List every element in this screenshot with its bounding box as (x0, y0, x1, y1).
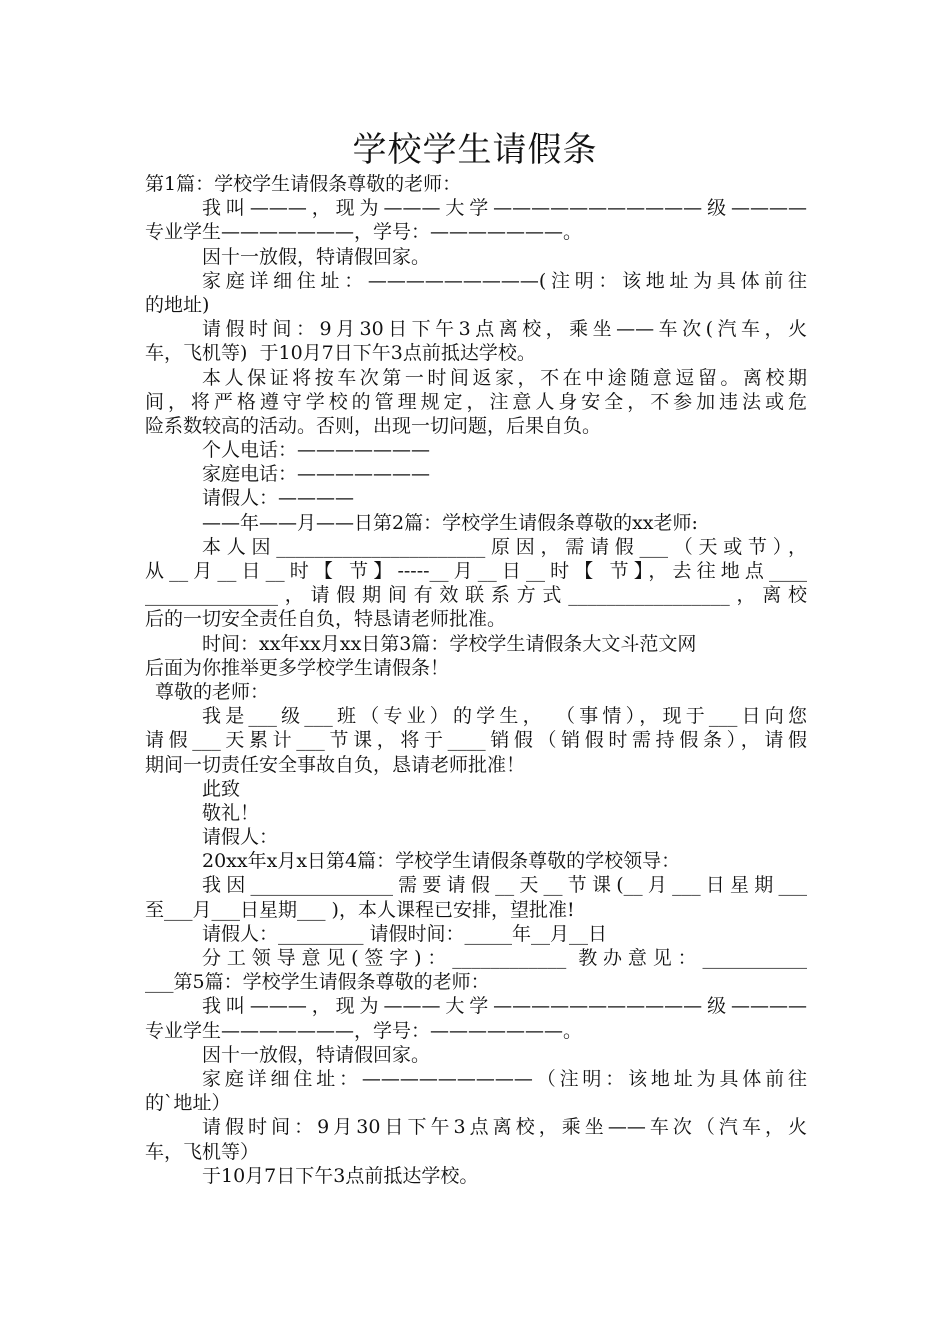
text-line: 的`地址） (145, 1092, 231, 1115)
text-line: 家庭电话：——————— (202, 463, 431, 486)
text-line: 的地址) (145, 293, 210, 316)
text-line: 个人电话：——————— (202, 439, 431, 462)
text-line: 后的一切安全责任自负，特恳请老师批准。 (145, 608, 507, 631)
text-line: 我是___级___班（专业）的学生， （事情），现于___日向您 (202, 705, 807, 728)
text-line: 险系数较高的活动。否则，出现一切问题，后果自负。 (145, 414, 602, 437)
text-line: 车，飞机等） (145, 1140, 260, 1163)
text-line: 至___月___日星期___ )，本人课程已安排，望批准! (145, 898, 575, 921)
text-line: 间，将严格遵守学校的管理规定，注意人身安全，不参加违法或危 (145, 390, 807, 413)
text-line: 后面为你推举更多学校学生请假条！ (145, 656, 450, 679)
text-line: 从__月__日__时【 节】-----__月__日__时【 节】，去往地点____ (145, 560, 807, 582)
text-line: 专业学生———————，学号：———————。 (145, 1019, 583, 1042)
text-line: 请假___天累计___节课，将于____销假（销假时需持假条），请假 (145, 729, 807, 752)
text-line: 时间：xx年xx月xx日第3篇：学校学生请假条大文斗范文网 (202, 632, 697, 655)
text-line: ___第5篇：学校学生请假条尊敬的老师： (145, 971, 490, 994)
document-title: 学校学生请假条 (352, 130, 598, 170)
text-line: 第1篇：学校学生请假条尊敬的老师： (145, 173, 462, 195)
text-line: 期间一切责任安全事故自负，恳请老师批准！ (145, 753, 526, 776)
text-line: 本人因______________________原因，需请假___（天或节）， (202, 535, 807, 558)
text-line: 本人保证将按车次第一时间返家，不在中途随意逗留。离校期 (202, 366, 807, 389)
text-line: 此致 (202, 777, 241, 800)
text-line: 我叫———，现为———大学———————————级———— (202, 197, 807, 220)
text-line: 于10月7日下午3点前抵达学校。 (202, 1164, 479, 1187)
text-line: 因十一放假，特请假回家。 (202, 1043, 431, 1066)
text-line: 请假人： (202, 826, 279, 849)
text-line: 家庭详细住址：—————————(注明：该地址为具体前往 (202, 269, 807, 292)
text-line: 请假人：_________ 请假时间：_____年__月__日 (202, 922, 608, 945)
text-line: 我叫———，现为———大学———————————级———— (202, 995, 807, 1018)
text-line: 请假时间：9月30日下午3点离校，乘坐——车次（汽车，火 (202, 1116, 807, 1139)
text-line: 分工领导意见(签字)：____________ 教办意见：___________ (202, 947, 807, 969)
text-line: 我因_______________需要请假__天__节课(__月___日星期___ (202, 874, 807, 897)
text-line: ______________，请假期间有效联系方式_________________，离校 (145, 584, 807, 607)
text-line: 尊敬的老师： (155, 680, 270, 703)
text-line: 专业学生———————，学号：———————。 (145, 221, 583, 244)
text-line: 车，飞机等) 于10月7日下午3点前抵达学校。 (145, 342, 536, 365)
document-body (145, 172, 807, 1188)
text-line: 请假人：———— (202, 487, 355, 510)
text-line: 敬礼！ (202, 801, 260, 824)
text-line: 家庭详细住址：—————————（注明：该地址为具体前往 (202, 1067, 807, 1090)
text-line: ——年——月——日第2篇：学校学生请假条尊敬的xx老师: (202, 511, 698, 534)
text-line: 因十一放假，特请假回家。 (202, 245, 431, 268)
text-line: 请假时间：9月30日下午3点离校，乘坐——车次(汽车，火 (202, 318, 807, 341)
text-line: 20xx年x月x日第4篇：学校学生请假条尊敬的学校领导： (202, 850, 681, 873)
